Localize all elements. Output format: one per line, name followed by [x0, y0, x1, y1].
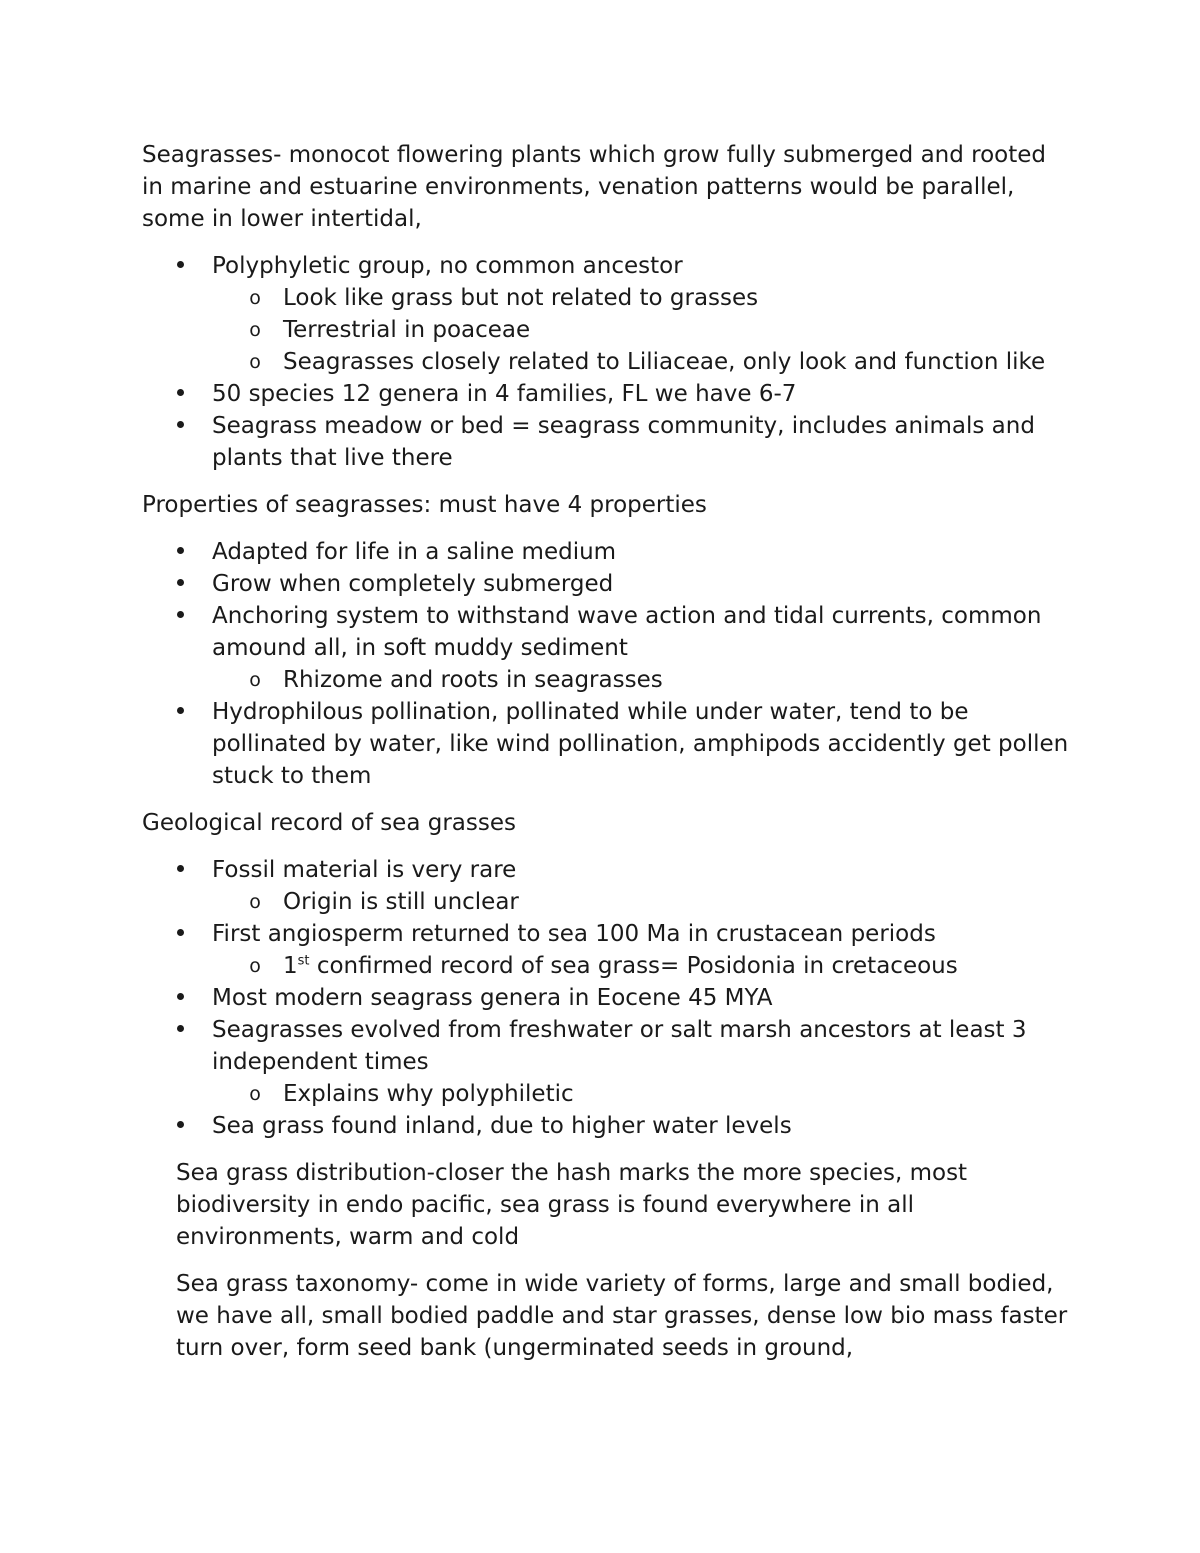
list-item-text: Polyphyletic group, no common ancestor — [212, 253, 683, 279]
ordinal-suffix: st — [297, 953, 310, 969]
sub-list — [212, 282, 1072, 378]
document-body — [142, 139, 1072, 1379]
list-item — [142, 854, 1072, 918]
list-item-text: First angiosperm returned to sea 100 Ma in crustacean periods — [212, 921, 936, 947]
sub-list-item — [212, 950, 1072, 982]
bullet-icon — [173, 854, 187, 886]
list-item-text: Terrestrial in poaceae — [283, 317, 531, 343]
list-item-text: Sea grass found inland, due to higher water levels — [212, 1113, 792, 1139]
list-item — [142, 378, 1072, 410]
list-item — [142, 1014, 1072, 1110]
bullet-icon — [173, 1110, 187, 1142]
list-item-text: Adapted for life in a saline medium — [212, 539, 617, 565]
list-item-text: Origin is still unclear — [283, 889, 519, 915]
bullet-icon — [173, 982, 187, 1014]
sub-list — [212, 886, 1072, 918]
list-item-text: Explains why polyphiletic — [283, 1081, 574, 1107]
bullet-icon — [173, 918, 187, 950]
bullet-icon — [173, 250, 187, 282]
sub-list-item — [212, 886, 1072, 918]
bullet-icon — [173, 600, 187, 632]
list-item — [142, 536, 1072, 568]
circle-bullet-icon: o — [249, 1083, 261, 1105]
list-item-text: Rhizome and roots in seagrasses — [283, 667, 663, 693]
bullet-icon — [173, 568, 187, 600]
circle-bullet-icon: o — [249, 287, 261, 309]
bullet-icon — [173, 410, 187, 442]
properties-list — [142, 536, 1072, 792]
circle-bullet-icon: o — [249, 669, 261, 691]
list-item — [142, 600, 1072, 696]
bullet-icon — [173, 696, 187, 728]
list-item-text: Fossil material is very rare — [212, 857, 517, 883]
ordinal-number: 1 — [283, 953, 298, 979]
list-item-text: 50 species 12 genera in 4 families, FL we have 6-7 — [212, 381, 797, 407]
sub-list — [212, 950, 1072, 982]
circle-bullet-icon: o — [249, 319, 261, 341]
circle-bullet-icon: o — [249, 351, 261, 373]
list-item-text: Grow when completely submerged — [212, 571, 614, 597]
sub-list-item — [212, 314, 1072, 346]
sub-list-item — [212, 664, 1072, 696]
list-item-text — [283, 953, 958, 979]
bullet-icon — [173, 536, 187, 568]
circle-bullet-icon: o — [249, 955, 261, 977]
taxonomy-paragraph: Sea grass taxonomy- come in wide variety of forms, large and small bodied, we have all, small bodied paddle and star grasses, dense low bio mass faster turn over, form seed bank (ungerminated seeds in ground, — [176, 1271, 1068, 1361]
list-item-text-rest: confirmed record of sea grass= Posidonia in cretaceous — [309, 953, 958, 979]
sub-list-item — [212, 282, 1072, 314]
sub-list — [212, 664, 1072, 696]
list-item — [142, 696, 1072, 792]
list-item — [142, 918, 1072, 982]
sub-list — [212, 1078, 1072, 1110]
intro-paragraph: Seagrasses- monocot flowering plants which grow fully submerged and rooted in marine and estuarine environments, venation patterns would be parallel, some in lower intertidal, — [142, 142, 1047, 232]
list-item — [142, 250, 1072, 378]
list-item-text: Anchoring system to withstand wave action and tidal currents, common amound all, in soft muddy sediment — [212, 603, 1042, 661]
list-item — [142, 410, 1072, 474]
list-item — [142, 568, 1072, 600]
geological-heading: Geological record of sea grasses — [142, 810, 516, 836]
distribution-paragraph: Sea grass distribution-closer the hash marks the more species, most biodiversity in endo pacific, sea grass is found everywhere in all environments, warm and cold — [176, 1160, 968, 1250]
properties-heading: Properties of seagrasses: must have 4 properties — [142, 492, 707, 518]
circle-bullet-icon: o — [249, 891, 261, 913]
bullet-icon — [173, 378, 187, 410]
list-item-text: Hydrophilous pollination, pollinated while under water, tend to be pollinated by water, like wind pollination, amphipods accidently get pollen stuck to them — [212, 699, 1069, 789]
bullet-icon — [173, 1014, 187, 1046]
list-item-text: Seagrasses evolved from freshwater or salt marsh ancestors at least 3 independent times — [212, 1017, 1027, 1075]
intro-list — [142, 250, 1072, 474]
geological-list — [142, 854, 1072, 1142]
list-item-text: Look like grass but not related to grasses — [283, 285, 759, 311]
list-item-text: Seagrasses closely related to Liliaceae, only look and function like — [283, 349, 1046, 375]
list-item-text: Seagrass meadow or bed = seagrass community, includes animals and plants that live there — [212, 413, 1035, 471]
list-item — [142, 1110, 1072, 1142]
sub-list-item — [212, 1078, 1072, 1110]
list-item — [142, 982, 1072, 1014]
list-item-text: Most modern seagrass genera in Eocene 45 MYA — [212, 985, 773, 1011]
sub-list-item — [212, 346, 1072, 378]
